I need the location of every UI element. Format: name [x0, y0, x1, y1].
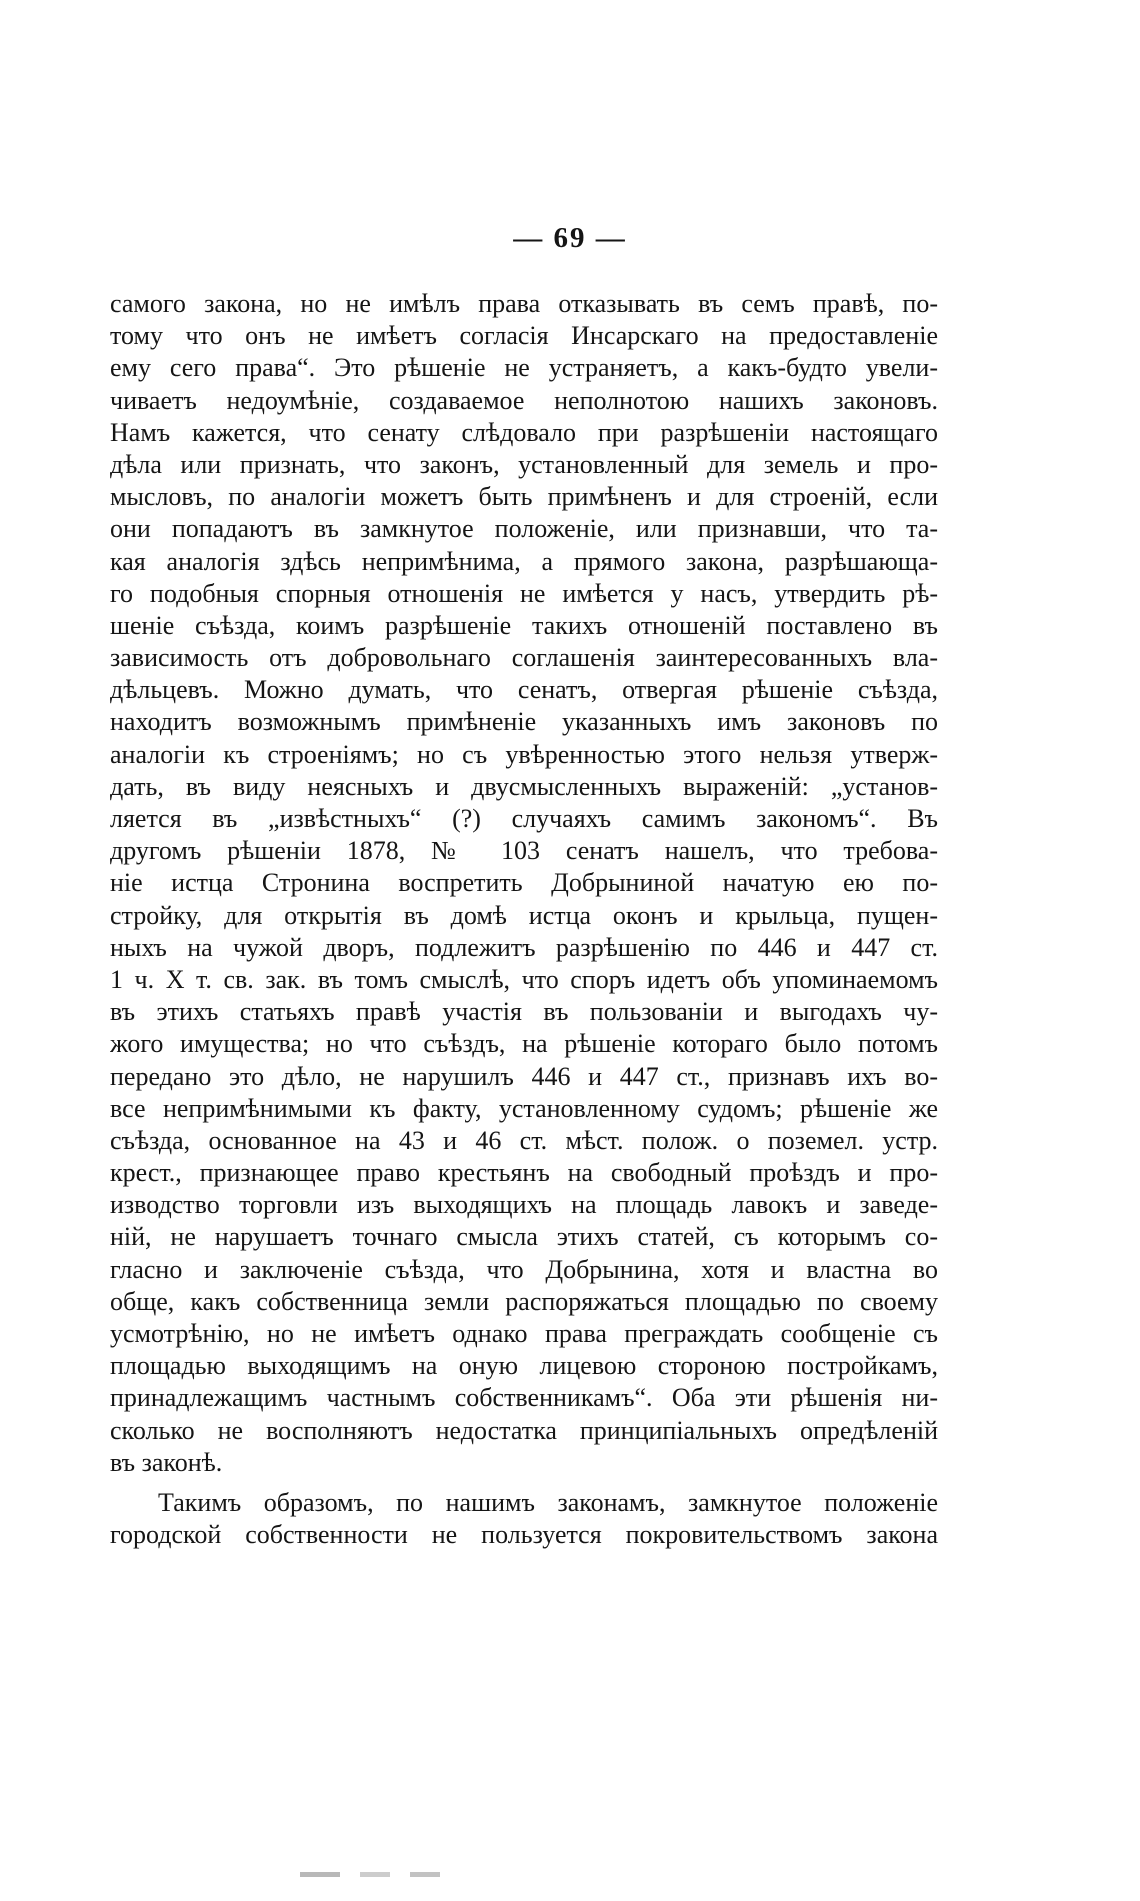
footer-print-mark	[300, 1872, 440, 1877]
text-line: городской собственности не пользуется покровительствомъ закона	[110, 1520, 938, 1550]
text-line: въ этихъ статьяхъ правѣ участія въ пользованіи и выгодахъ чу-	[110, 997, 938, 1027]
paragraph-gap	[110, 1479, 938, 1487]
text-line: зависимость отъ добровольнаго соглашенія заинтересованныхъ вла-	[110, 643, 938, 673]
text-line: ныхъ на чужой дворъ, подлежитъ разрѣшенію по 446 и 447 ст.	[110, 932, 938, 962]
text-line: стройку, для открытія въ домѣ истца оконъ и крыльца, пущен-	[110, 900, 938, 930]
text-line: жого имущества; но что съѣздъ, на рѣшеніе котораго было потомъ	[110, 1029, 938, 1059]
text-line: изводство торговли изъ выходящихъ на площадь лавокъ и заведе-	[110, 1190, 938, 1220]
paragraph-1	[110, 288, 938, 1479]
body-text	[110, 288, 938, 1551]
text-line: передано это дѣло, не нарушилъ 446 и 447 ст., признавъ ихъ во-	[110, 1061, 938, 1091]
text-line: все непримѣнимыми къ факту, установленному судомъ; рѣшеніе же	[110, 1093, 938, 1123]
text-line: сколько не восполняютъ недостатка принципіальныхъ опредѣленій	[110, 1415, 938, 1445]
text-line: принадлежащимъ частнымъ собственникамъ“. Оба эти рѣшенія ни-	[110, 1383, 938, 1413]
text-line: гласно и заключеніе съѣзда, что Добрынина, хотя и властна во	[110, 1254, 938, 1284]
text-line: площадью выходящимъ на оную лицевою стороною постройкамъ,	[110, 1351, 938, 1381]
text-line: съѣзда, основанное на 43 и 46 ст. мѣст. полож. о поземел. устр.	[110, 1125, 938, 1155]
text-line: ній, не нарушаетъ точнаго смысла этихъ статей, съ которымъ со-	[110, 1222, 938, 1252]
text-line: тому что онъ не имѣетъ согласія Инсарскаго на предоставленіе	[110, 321, 938, 351]
text-line: 1 ч. X т. св. зак. въ томъ смыслѣ, что споръ идетъ объ упоминаемомъ	[110, 964, 938, 994]
text-line: кая аналогія здѣсь непримѣнима, а прямого закона, разрѣшающа-	[110, 546, 938, 576]
text-line: дать, въ виду неясныхъ и двусмысленныхъ выраженій: „установ-	[110, 771, 938, 801]
text-line: мысловъ, по аналогіи можетъ быть примѣненъ и для строеній, если	[110, 482, 938, 512]
text-line: въ законѣ.	[110, 1447, 223, 1477]
text-line: крест., признающее право крестьянъ на свободный проѣздъ и про-	[110, 1158, 938, 1188]
text-line: шеніе съѣзда, коимъ разрѣшеніе такихъ отношеній поставлено въ	[110, 610, 938, 640]
paragraph-2	[110, 1487, 938, 1551]
text-line: обще, какъ собственница земли распоряжаться площадью по своему	[110, 1286, 938, 1316]
text-line: ему сего права“. Это рѣшеніе не устраняетъ, а какъ-будто увели-	[110, 353, 938, 383]
text-line: аналогіи къ строеніямъ; но съ увѣренностью этого нельзя утверж-	[110, 739, 938, 769]
text-line: находитъ возможнымъ примѣненіе указанныхъ имъ законовъ по	[110, 707, 938, 737]
page-number: — 69 —	[513, 222, 627, 254]
text-line: дѣла или признать, что законъ, установленный для земель и про-	[110, 449, 938, 479]
text-line: Такимъ образомъ, по нашимъ законамъ, замкнутое положеніе	[158, 1487, 938, 1517]
text-line: они попадаютъ въ замкнутое положеніе, или признавши, что та-	[110, 514, 938, 544]
text-line: ніе истца Стронина воспретить Добрыниной начатую ею по-	[110, 868, 938, 898]
text-line: чиваетъ недоумѣніе, создаваемое неполнотою нашихъ законовъ.	[110, 385, 938, 415]
text-line: ляется въ „извѣстныхъ“ (?) случаяхъ самимъ закономъ“. Въ	[110, 804, 938, 833]
text-line: Намъ кажется, что сенату слѣдовало при разрѣшеніи настоящаго	[110, 417, 938, 447]
text-line: усмотрѣнію, но не имѣетъ однако права преграждать сообщеніе съ	[110, 1319, 938, 1348]
text-line: самого закона, но не имѣлъ права отказывать въ семъ правѣ, по-	[110, 289, 938, 318]
text-line: го подобныя спорныя отношенія не имѣется у насъ, утвердить рѣ-	[110, 578, 938, 608]
text-line: другомъ рѣшеніи 1878, № 103 сенатъ нашелъ, что требова-	[110, 836, 938, 866]
text-line: дѣльцевъ. Можно думать, что сенатъ, отвергая рѣшеніе съѣзда,	[110, 675, 938, 705]
